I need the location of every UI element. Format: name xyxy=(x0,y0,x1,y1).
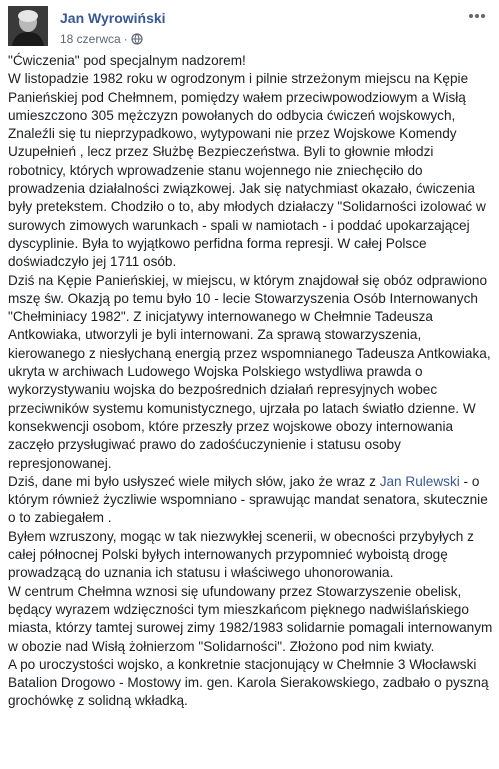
post-body xyxy=(8,52,494,711)
post-paragraph-mention xyxy=(8,473,494,528)
post-paragraph-title: "Ćwiczenia" pod specjalnym nadzorem! xyxy=(8,53,246,68)
more-horizontal-icon[interactable] xyxy=(466,8,488,24)
post-paragraph: A po uroczystości wojsko, a konkretnie stacjonujący w Chełmnie 3 Włocławski Batalion Drogowo - Mostowy im. gen. Karola Sierakowskiego, zadbało o pyszną grochówkę z solidną wkładką. xyxy=(8,656,489,709)
paragraph-text: Dziś, dane mi było usłyszeć wiele miłych słów, jako że wraz z xyxy=(8,473,380,489)
paragraph-text: - o którym również życzliwie wspomniano - sprawując mandat senatora, skutecznie o to zabiegałem . xyxy=(8,473,488,526)
globe-icon xyxy=(131,33,143,45)
post-paragraph: W centrum Chełmna wznosi się ufundowany przez Stowarzyszenie obelisk, będący wyrazem wdzięczności tym mieszkańcom pięknego nadwiślańskiego miasta, którzy tamtej surowej zimy 1982/1983 solidarnie pomagali internowanym w obozie nad Wisłą żołnierzom "Solidarności". Złożono pod nim kwiaty. xyxy=(8,583,493,654)
author-name[interactable]: Jan Wyrowiński xyxy=(60,10,166,26)
post-paragraph: Byłem wzruszony, mogąc w tak niezwykłej scenerii, w obecności przybyłych z całej północnej Polski byłych internowanych przypomnieć wyboistą drogę prowadzącą do uznania ich statusu i właściwego uhonorowania. xyxy=(8,528,474,581)
meta-separator: · xyxy=(123,32,128,46)
post-paragraph: Dziś na Kępie Panieńskiej, w miejscu, w którym znajdował się obóz odprawiono mszę św. Okazją po temu było 10 - lecie Stowarzyszenia Osób Internowanych "Chełminiacy 1982". Z inicjatywy internowanego w Chełmnie Tadeusza Antkowiaka, utworzyli je byli internowani. Za sprawą stowarzyszenia, kierowanego z niesłychaną energią przez wspomnianego Tadeusza Antkowiaka, ukryta w archiwach Ludowego Wojska Polskiego wstydliwa prawda o wykorzystywaniu wojska do bezpośrednich działań represyjnych wobec przeciwników systemu komunistycznego, ujrzała po latach światło dzienne. W konsekwencji osobom, które przeszły przez wojskowe obozy internowania zaczęło przysługiwać prawo do zadośćuczynienie i statusu osoby represjonowanej. xyxy=(8,272,491,471)
mention-link[interactable]: Jan Rulewski xyxy=(379,473,460,489)
post-paragraph: W listopadzie 1982 roku w ogrodzonym i pilnie strzeżonym miejscu na Kępie Panieńskiej pod Chełmnem, pomiędzy wałem przeciwpowodziowym a Wisłą umieszczono 305 mężczyzn powołanych do odbycia ćwiczeń wojskowych, Znaleźli się tu nieprzypadkowo, wytypowani nie przez Wojskowe Komendy Uzupełnień , lecz przez Służbę Bezpieczeństwa. Byli to głownie młodzi robotnicy, których wprowadzenie stanu wojennego nie zniechęciło do prowadzenia działalności związkowej. Jak się natychmiast okazało, ćwiczenia były pretekstem. Chodziło o to, aby młodych działaczy "Solidarności izolować w surowych zimowych warunkach - spali w namiotach - i poddać upokarzającej dyscyplinie. Była to wyjątkowo perfidna forma represji. W całej Polsce doświadczyło jej 1711 osób. xyxy=(8,71,486,270)
avatar[interactable] xyxy=(8,6,48,46)
post-meta xyxy=(60,32,143,46)
post-header xyxy=(8,6,492,50)
post-date[interactable]: 18 czerwca xyxy=(60,32,121,46)
